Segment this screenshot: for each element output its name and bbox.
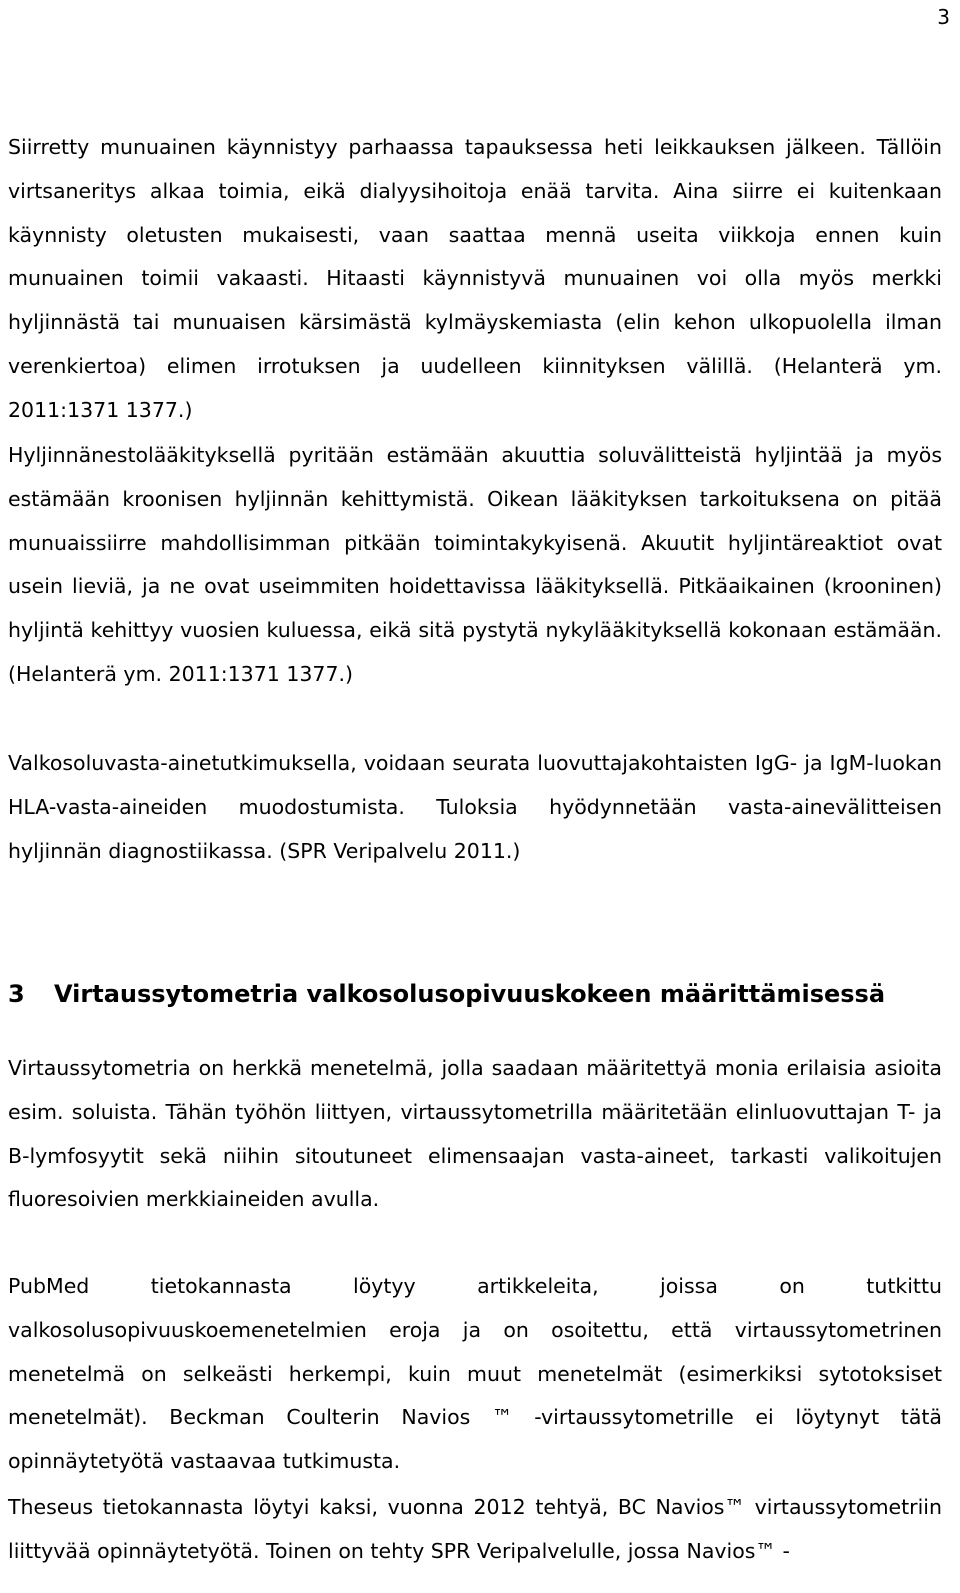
- paragraph-pubmed: PubMed tietokannasta löytyy artikkeleita, joissa on tutkittu valkosolusopivuuskoemenetelmien eroja ja on osoitettu, että virtaussytometrinen menetelmä on selkeästi herkempi, kuin muut menetelmät (esimerkiksi sytotoksiset menetelmät). Beckman Coulterin Navios ™ -virtaussytometrille ei löytynyt tätä opinnäytetyötä vastaavaa tutkimusta.: [8, 1274, 942, 1474]
- paragraph-kidney-startup: Siirretty munuainen käynnistyy parhaassa tapauksessa heti leikkauksen jälkeen. Tällöin virtsaneritys alkaa toimia, eikä dialyysihoitoja enää tarvita. Aina siirre ei kuitenkaan käynnisty oletusten mukaisesti, vaan saattaa mennä useita viikkoja ennen kuin munuainen toimii vakaasti. Hitaasti käynnistyvä munuainen voi olla myös merkki hyljinnästä tai munuaisen kärsimästä kylmäyskemiasta (elin kehon ulkopuolella ilman verenkiertoa) elimen irrotuksen ja uudelleen kiinnityksen välillä. (Helanterä ym. 2011:1371 1377.): [8, 135, 942, 422]
- paragraph-rejection-medication: Hyljinnänestolääkityksellä pyritään estämään akuuttia soluvälitteistä hyljintää ja myös estämään kroonisen hyljinnän kehittymistä. Oikean lääkityksen tarkoituksena on pitää munuaissiirre mahdollisimman pitkään toimintakykyisenä. Akuutit hyljintäreaktiot ovat usein lieviä, ja ne ovat useimmiten hoidettavissa lääkityksellä. Pitkäaikainen (krooninen) hyljintä kehittyy vuosien kuluessa, eikä sitä pystytä nykylääkityksellä kokonaan estämään. (Helanterä ym. 2011:1371 1377.): [8, 443, 942, 686]
- section-heading-title: Virtaussytometria valkosolusopivuuskokeen määrittämisessä: [54, 980, 886, 1008]
- page-number: 3: [937, 5, 950, 29]
- paragraph-theseus: Theseus tietokannasta löytyi kaksi, vuonna 2012 tehtyä, BC Navios™ virtaussytometriin liittyvää opinnäytetyötä. Toinen on tehty SPR Veripalvelulle, jossa Navios™ -: [8, 1495, 942, 1563]
- section-heading-number: 3: [8, 980, 25, 1008]
- paragraph-flow-cytometry-intro: Virtaussytometria on herkkä menetelmä, jolla saadaan määritettyä monia erilaisia asioita esim. soluista. Tähän työhön liittyen, virtaussytometrilla määritetään elinluovuttajan T- ja B-lymfosyytit sekä niihin sitoutuneet elimensaajan vasta-aineet, tarkasti valikoitujen fluoresoivien merkkiaineiden avulla.: [8, 1056, 942, 1212]
- paragraph-antibody-test: Valkosoluvasta-ainetutkimuksella, voidaan seurata luovuttajakohtaisten IgG- ja IgM-luokan HLA-vasta-aineiden muodostumista. Tuloksia hyödynnetään vasta-ainevälitteisen hyljinnän diagnostiikassa. (SPR Veripalvelu 2011.): [8, 751, 942, 863]
- section-heading: [8, 972, 942, 1016]
